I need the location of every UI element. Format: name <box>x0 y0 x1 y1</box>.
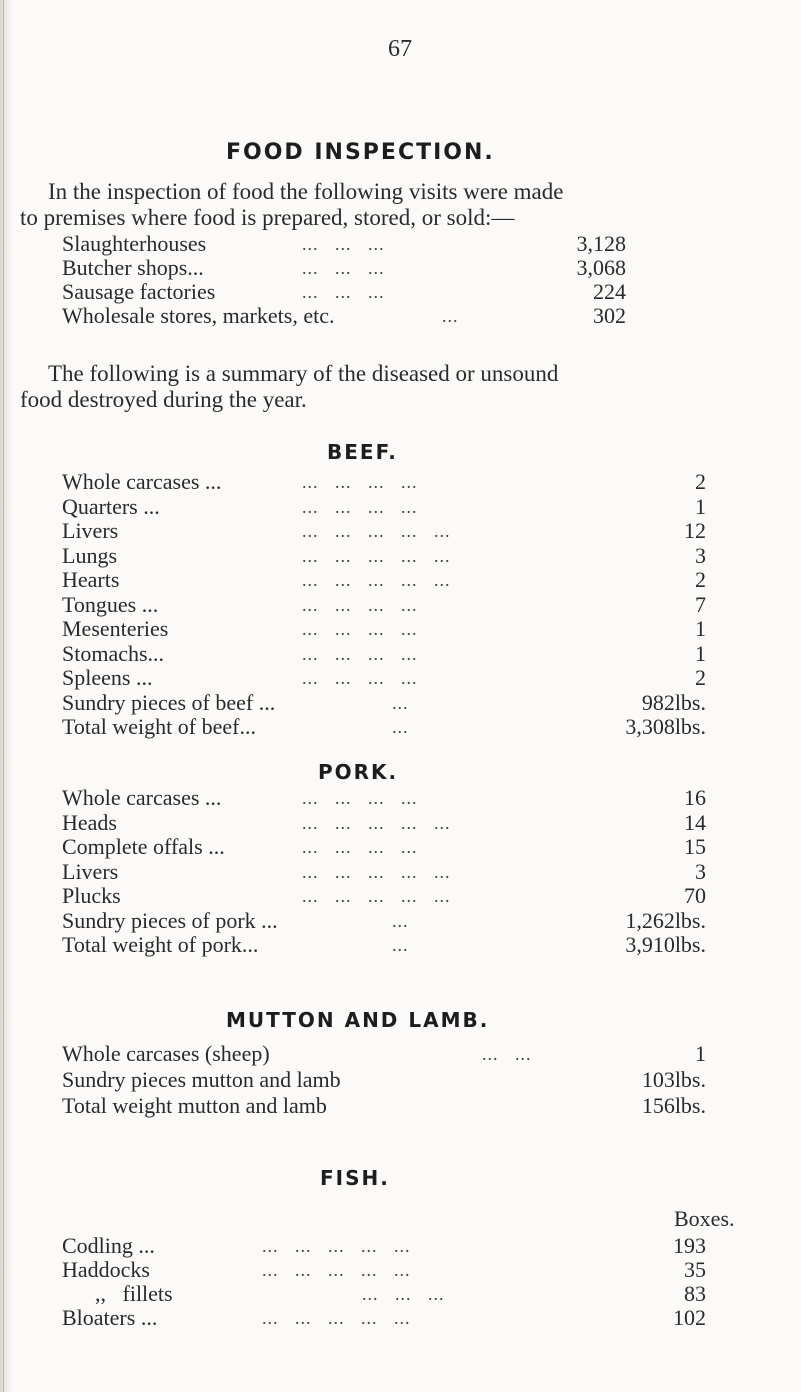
summary-line-2: food destroyed during the year. <box>20 387 307 412</box>
beef-row <box>62 568 706 592</box>
beef-row-value: 1 <box>695 616 706 641</box>
beef-row-value: 7 <box>695 591 706 617</box>
beef-row-leader: ... ... ... ... <box>302 496 418 517</box>
beef-row-label: Livers <box>62 518 119 543</box>
pork-row <box>62 835 706 859</box>
beef-row <box>62 617 706 641</box>
beef-row-value: 12 <box>684 518 706 543</box>
intro-line-1: In the inspection of food the following visits were made <box>48 179 564 204</box>
visits-row-leader: ... ... ... <box>302 258 385 278</box>
pork-row-label: Heads <box>62 809 117 835</box>
pork-row <box>62 933 706 957</box>
visits-row-leader: ... <box>442 306 459 326</box>
pork-row-leader: ... ... ... ... <box>302 837 418 857</box>
fish-row <box>62 1258 706 1282</box>
pork-row-label: Complete offals ... <box>62 834 225 859</box>
fish-row-label: Bloaters ... <box>62 1305 158 1330</box>
beef-row-value: 2 <box>695 567 706 592</box>
pork-row-value: 3 <box>695 858 706 884</box>
beef-row-value: 3,308lbs. <box>625 714 706 739</box>
pork-row-label: Sundry pieces of pork ... <box>62 907 278 933</box>
pork-row-leader: ... ... ... ... <box>302 788 418 808</box>
visits-row-label: Butcher shops... <box>62 255 204 280</box>
pork-row-leader: ... <box>392 935 409 955</box>
fish-row-leader: ... ... ... ... ... <box>262 1236 411 1256</box>
beef-row-value: 1 <box>695 493 706 519</box>
mutton-row-value: 103lbs. <box>641 1067 706 1092</box>
beef-row-leader: ... <box>392 692 409 713</box>
beef-row-label: Tongues ... <box>62 591 159 617</box>
beef-row-label: Quarters ... <box>62 493 160 519</box>
pork-row <box>62 909 706 933</box>
pork-row-leader: ... ... ... ... ... <box>302 886 451 906</box>
mutton-row-value: 1 <box>695 1041 706 1066</box>
mutton-row-leader: ... ... <box>482 1044 532 1064</box>
beef-row-leader: ... ... ... ... <box>302 594 418 615</box>
beef-row <box>62 715 706 739</box>
beef-row-value: 2 <box>695 469 706 494</box>
pork-row-value: 3,910lbs. <box>625 932 706 957</box>
mutton-row <box>62 1094 706 1118</box>
pork-row-value: 15 <box>684 834 706 859</box>
beef-row-leader: ... ... ... ... <box>302 643 418 664</box>
pork-row-leader: ... <box>392 910 409 931</box>
visits-row-value: 3,128 <box>576 231 626 256</box>
visits-row <box>62 280 626 304</box>
fish-unit-heading: Boxes. <box>674 1206 735 1231</box>
fish-row <box>62 1306 706 1330</box>
pork-row-value: 14 <box>684 809 706 835</box>
beef-row-leader: ... ... ... ... <box>302 619 418 639</box>
pork-row <box>62 786 706 810</box>
beef-row-value: 3 <box>695 542 706 568</box>
pork-row-leader: ... ... ... ... ... <box>302 812 451 833</box>
beef-row-leader: ... ... ... ... <box>302 668 418 688</box>
pork-row-leader: ... ... ... ... ... <box>302 861 451 882</box>
fish-row-value: 83 <box>684 1281 706 1306</box>
beef-row <box>62 691 706 715</box>
page-title: FOOD INSPECTION. <box>226 140 495 165</box>
fish-row-label: Codling ... <box>62 1233 155 1258</box>
beef-row-leader: ... ... ... ... ... <box>302 545 451 566</box>
fish-row <box>62 1234 706 1258</box>
fish-heading: FISH. <box>320 1166 390 1190</box>
beef-row-label: Total weight of beef... <box>62 714 256 739</box>
visits-row <box>62 232 626 256</box>
beef-row-value: 982lbs. <box>641 689 706 715</box>
fish-row-value: 102 <box>673 1305 706 1330</box>
beef-row-value: 2 <box>695 665 706 690</box>
fish-row-value: 35 <box>684 1257 706 1282</box>
visits-row-label: Slaughterhouses <box>62 231 207 256</box>
visits-row-value: 302 <box>593 303 626 328</box>
pork-row <box>62 884 706 908</box>
beef-row <box>62 544 706 568</box>
beef-row <box>62 470 706 494</box>
beef-row-label: Whole carcases ... <box>62 469 222 494</box>
beef-row-leader: ... ... ... ... <box>302 472 418 492</box>
mutton-row-value: 156lbs. <box>641 1093 706 1118</box>
binding-line <box>3 0 4 1392</box>
mutton-row-label: Sundry pieces mutton and lamb <box>62 1067 341 1092</box>
mutton-heading: MUTTON AND LAMB. <box>226 1008 490 1032</box>
pork-row-value: 16 <box>684 785 706 810</box>
beef-row-label: Lungs <box>62 542 117 568</box>
beef-heading: BEEF. <box>327 440 398 464</box>
fish-row-value: 193 <box>673 1233 706 1258</box>
page-binding-edge <box>0 0 14 1392</box>
pork-row-value: 1,262lbs. <box>625 907 706 933</box>
visits-row-leader: ... ... ... <box>302 234 385 254</box>
beef-row <box>62 666 706 690</box>
fish-row-leader: ... ... ... <box>362 1284 445 1304</box>
intro-line-2: to premises where food is prepared, stored, or sold:— <box>20 205 515 230</box>
pork-row <box>62 811 706 835</box>
page-number: 67 <box>388 36 412 62</box>
visits-row-label: Sausage factories <box>62 279 216 304</box>
fish-row-label: ,, fillets <box>62 1281 173 1306</box>
beef-row <box>62 495 706 519</box>
fish-row-leader: ... ... ... ... ... <box>262 1308 411 1328</box>
visits-row-label: Wholesale stores, markets, etc. <box>62 303 335 328</box>
summary-line-1: The following is a summary of the diseased or unsound <box>48 361 559 386</box>
mutton-row <box>62 1068 706 1092</box>
pork-row-value: 70 <box>684 883 706 908</box>
beef-row <box>62 519 706 543</box>
beef-row-leader: ... ... ... ... ... <box>302 570 451 590</box>
beef-row <box>62 593 706 617</box>
beef-row-leader: ... <box>392 717 409 737</box>
visits-row-leader: ... ... ... <box>302 282 385 302</box>
beef-row-label: Mesenteries <box>62 616 169 641</box>
mutton-row-label: Whole carcases (sheep) <box>62 1041 270 1066</box>
visits-row <box>62 256 626 280</box>
visits-row <box>62 304 626 328</box>
fish-row-label: Haddocks <box>62 1257 150 1282</box>
mutton-row <box>62 1042 706 1066</box>
pork-row <box>62 860 706 884</box>
visits-row-value: 224 <box>593 279 626 304</box>
beef-row-value: 1 <box>695 640 706 666</box>
pork-heading: PORK. <box>318 760 399 784</box>
pork-row-label: Livers <box>62 858 119 884</box>
pork-row-label: Plucks <box>62 883 121 908</box>
beef-row-leader: ... ... ... ... ... <box>302 521 451 541</box>
beef-row-label: Hearts <box>62 567 120 592</box>
pork-row-label: Total weight of pork... <box>62 932 259 957</box>
pork-row-label: Whole carcases ... <box>62 785 222 810</box>
fish-row-leader: ... ... ... ... ... <box>262 1260 411 1280</box>
beef-row-label: Spleens ... <box>62 665 153 690</box>
beef-row-label: Sundry pieces of beef ... <box>62 689 276 715</box>
fish-row <box>62 1282 706 1306</box>
mutton-row-label: Total weight mutton and lamb <box>62 1093 327 1118</box>
beef-row <box>62 642 706 666</box>
beef-row-label: Stomachs... <box>62 640 165 666</box>
visits-row-value: 3,068 <box>576 255 626 280</box>
